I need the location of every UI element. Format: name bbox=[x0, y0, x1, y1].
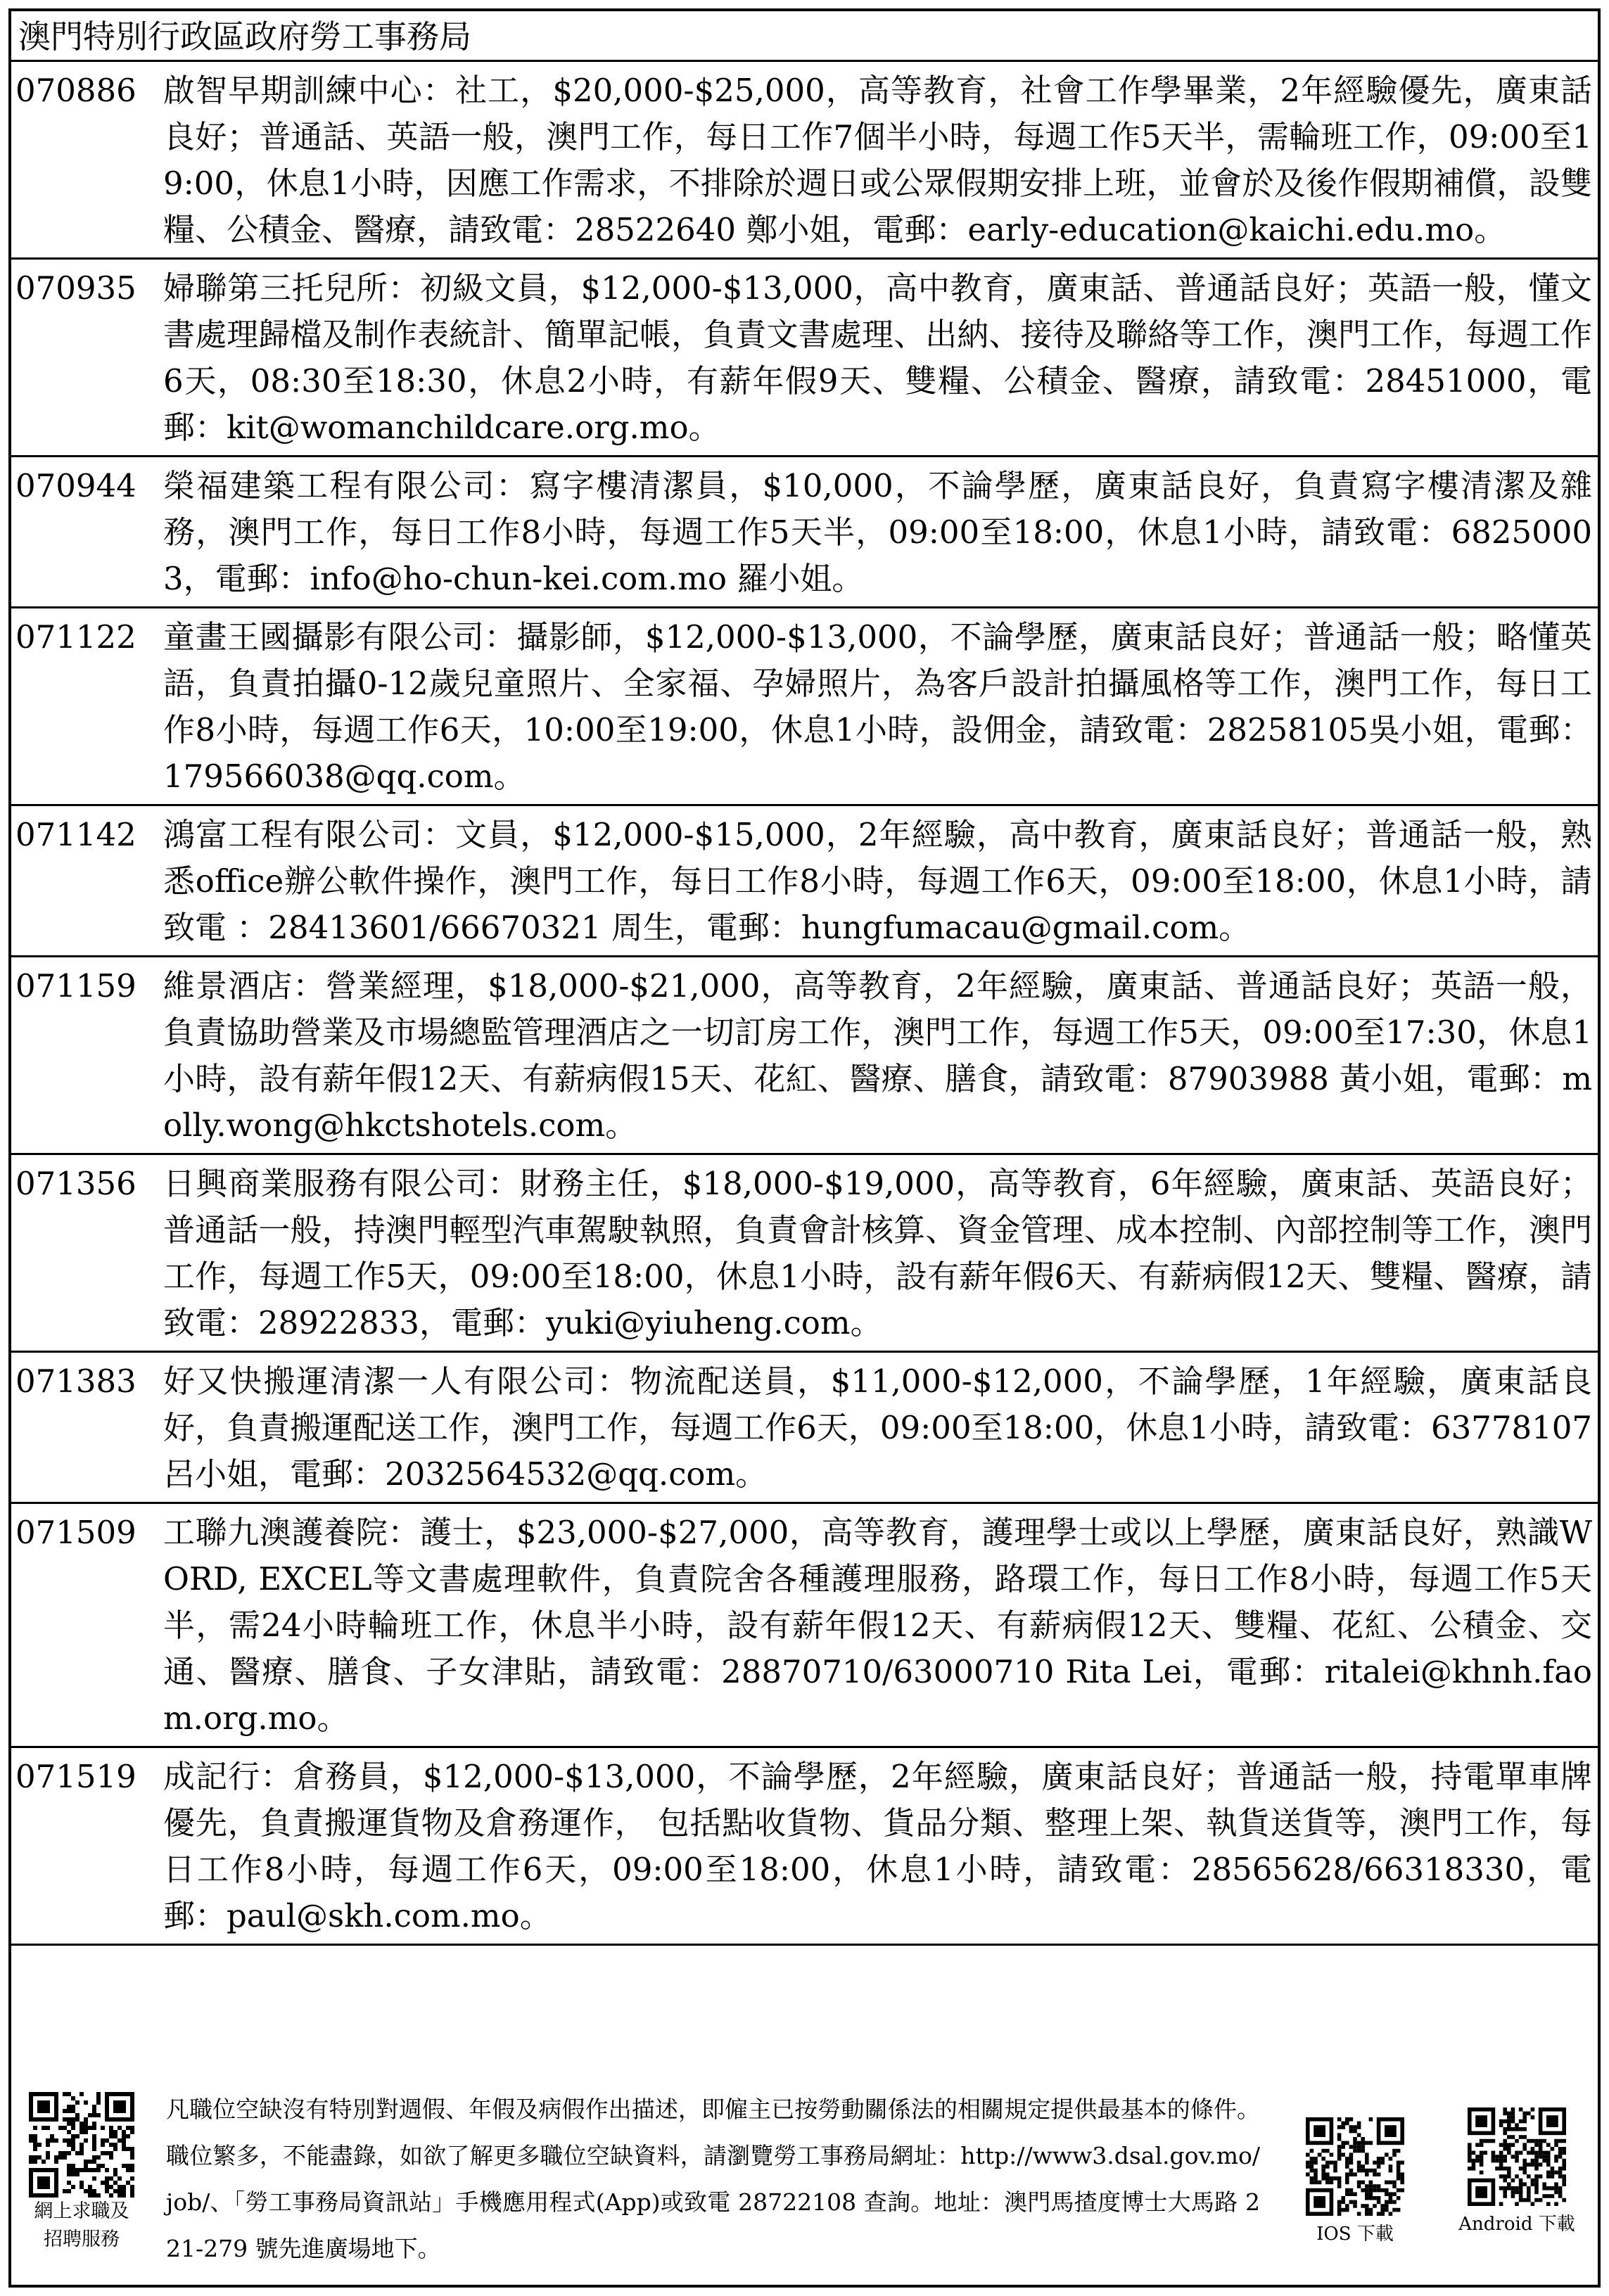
android-download-block bbox=[1436, 2082, 1598, 2238]
job-listing-sheet bbox=[8, 8, 1601, 2288]
job-description: 榮福建築工程有限公司：寫字樓清潔員，$10,000，不論學歷，廣東話良好，負責寫字樓清潔及雜務，澳門工作，每日工作8小時，每週工作5天半，09:00至18:00，休息1小時，請致電：68250003，電郵：info@ho-chun-kei.com.mo 羅小姐。 bbox=[163, 467, 1592, 597]
job-code: 071159 bbox=[15, 967, 136, 1005]
job-entry bbox=[11, 957, 1598, 1155]
job-entry bbox=[11, 806, 1598, 957]
job-list bbox=[11, 62, 1598, 2085]
job-entry bbox=[11, 1748, 1598, 1946]
job-code: 070944 bbox=[15, 467, 136, 504]
ios-download-label: IOS 下載 bbox=[1316, 2224, 1394, 2245]
qr-code-icon[interactable] bbox=[29, 2092, 134, 2198]
job-code: 071519 bbox=[15, 1758, 136, 1795]
job-description: 鴻富工程有限公司：文員，$12,000-$15,000，2年經驗，高中教育，廣東話良好；普通話一般，熟悉office辦公軟件操作，澳門工作，每日工作8小時，每週工作6天，09:00至18:00，休息1小時，請致電 ：28413601/66670321 周生，電郵：hungfumacau@gmail.com。 bbox=[163, 816, 1592, 946]
job-entry bbox=[11, 1155, 1598, 1353]
android-qr-code-icon[interactable] bbox=[1468, 2107, 1566, 2206]
job-entry bbox=[11, 457, 1598, 608]
job-entry bbox=[11, 608, 1598, 806]
job-entry bbox=[11, 1353, 1598, 1504]
job-description: 日興商業服務有限公司：財務主任，$18,000-$19,000，高等教育，6年經驗，廣東話、英語良好；普通話一般，持澳門輕型汽車駕駛執照，負責會計核算、資金管理、成本控制、內部控制等工作，澳門工作，每週工作5天，09:00至18:00，休息1小時，設有薪年假6天、有薪病假12天、雙糧、醫療，請致電：28922833，電郵：yuki@yiuheng.com。 bbox=[163, 1165, 1592, 1341]
qr-caption-line1: 網上求職及 bbox=[34, 2200, 129, 2222]
job-description: 維景酒店：營業經理，$18,000-$21,000，高等教育，2年經驗，廣東話、普通話良好；英語一般，負責協助營業及市場總監管理酒店之一切訂房工作，澳門工作，每週工作5天，09:00至17:30，休息1小時，設有薪年假12天、有薪病假15天、花紅、醫療、膳食，請致電：87903988 黃小姐，電郵：molly.wong@hkctshotels.com。 bbox=[163, 967, 1592, 1144]
job-code: 071142 bbox=[15, 816, 136, 853]
job-description: 工聯九澳護養院：護士，$23,000-$27,000，高等教育，護理學士或以上學歷，廣東話良好，熟識WORD, EXCEL等文書處理軟件，負責院舍各種護理服務，路環工作，每日工作8小時，每週工作5天半，需24小時輪班工作，休息半小時，設有薪年假12天、有薪病假12天、雙糧、花紅、公積金、交通、醫療、膳食、子女津貼，請致電：28870710/63000710 Rita Lei，電郵：ritalei@khnh.faom.org.mo。 bbox=[163, 1514, 1592, 1737]
job-description: 好又快搬運清潔一人有限公司：物流配送員，$11,000-$12,000，不論學歷，1年經驗，廣東話良好，負責搬運配送工作，澳門工作，每週工作6天，09:00至18:00，休息1小時，請致電：63778107 呂小姐，電郵：2032564532@qq.com。 bbox=[163, 1363, 1592, 1493]
job-code: 070935 bbox=[15, 269, 136, 307]
job-entry bbox=[11, 1504, 1598, 1748]
qr-caption-line2: 招聘服務 bbox=[44, 2228, 120, 2250]
ios-qr-code-icon[interactable] bbox=[1306, 2117, 1404, 2216]
job-code: 071383 bbox=[15, 1363, 136, 1400]
job-code: 070886 bbox=[15, 72, 136, 109]
footer bbox=[11, 2082, 1598, 2285]
job-service-qr-block bbox=[11, 2082, 152, 2254]
job-entry bbox=[11, 260, 1598, 457]
job-description: 成記行：倉務員，$12,000-$13,000，不論學歷，2年經驗，廣東話良好；普通話一般，持電單車牌優先，負責搬運貨物及倉務運作， 包括點收貨物、貨品分類、整理上架、執貨送貨等，澳門工作，每日工作8小時，每週工作6天，09:00至18:00，休息1小時，請致電：28565628/66318330，電郵：paul@skh.com.mo。 bbox=[163, 1758, 1592, 1934]
job-description: 童畫王國攝影有限公司：攝影師，$12,000-$13,000，不論學歷，廣東話良好；普通話一般；略懂英語，負責拍攝0-12歲兒童照片、全家福、孕婦照片，為客戶設計拍攝風格等工作，澳門工作，每日工作8小時，每週工作6天，10:00至19:00，休息1小時，設佣金，請致電：28258105吳小姐，電郵：179566038@qq.com。 bbox=[163, 618, 1592, 795]
ios-download-block bbox=[1274, 2082, 1436, 2248]
job-description: 婦聯第三托兒所：初級文員，$12,000-$13,000，高中教育，廣東話、普通話良好；英語一般，懂文書處理歸檔及制作表統計、簡單記帳，負責文書處理、出納、接待及聯絡等工作，澳門工作，每週工作6天，08:30至18:30，休息2小時，有薪年假9天、雙糧、公積金、醫療，請致電：28451000，電郵：kit@womanchildcare.org.mo。 bbox=[163, 269, 1592, 446]
android-download-label: Android 下載 bbox=[1458, 2214, 1575, 2235]
job-code: 071122 bbox=[15, 618, 136, 656]
page-title: 澳門特別行政區政府勞工事務局 bbox=[11, 11, 1598, 62]
footer-notice: 凡職位空缺沒有特別對週假、年假及病假作出描述，即僱主已按勞動關係法的相關規定提供最基本的條件。職位繁多，不能盡錄，如欲了解更多職位空缺資料，請瀏覽勞工事務局網址：http://www3.dsal.gov.mo/job/、「勞工事務局資訊站」手機應用程式(App)或致電 28722108 查詢。地址：澳門馬揸度博士大馬路 221-279 號先進廣場地下。 bbox=[166, 2096, 1260, 2262]
job-code: 071509 bbox=[15, 1514, 136, 1551]
job-entry bbox=[11, 62, 1598, 260]
job-description: 啟智早期訓練中心：社工，$20,000-$25,000，高等教育，社會工作學畢業，2年經驗優先，廣東話良好；普通話、英語一般，澳門工作，每日工作7個半小時，每週工作5天半，需輪班工作，09:00至19:00，休息1小時，因應工作需求，不排除於週日或公眾假期安排上班，並會於及後作假期補償，設雙糧、公積金、醫療，請致電：28522640 鄭小姐，電郵：early-education@kaichi.edu.mo。 bbox=[163, 72, 1592, 248]
job-code: 071356 bbox=[15, 1165, 136, 1202]
